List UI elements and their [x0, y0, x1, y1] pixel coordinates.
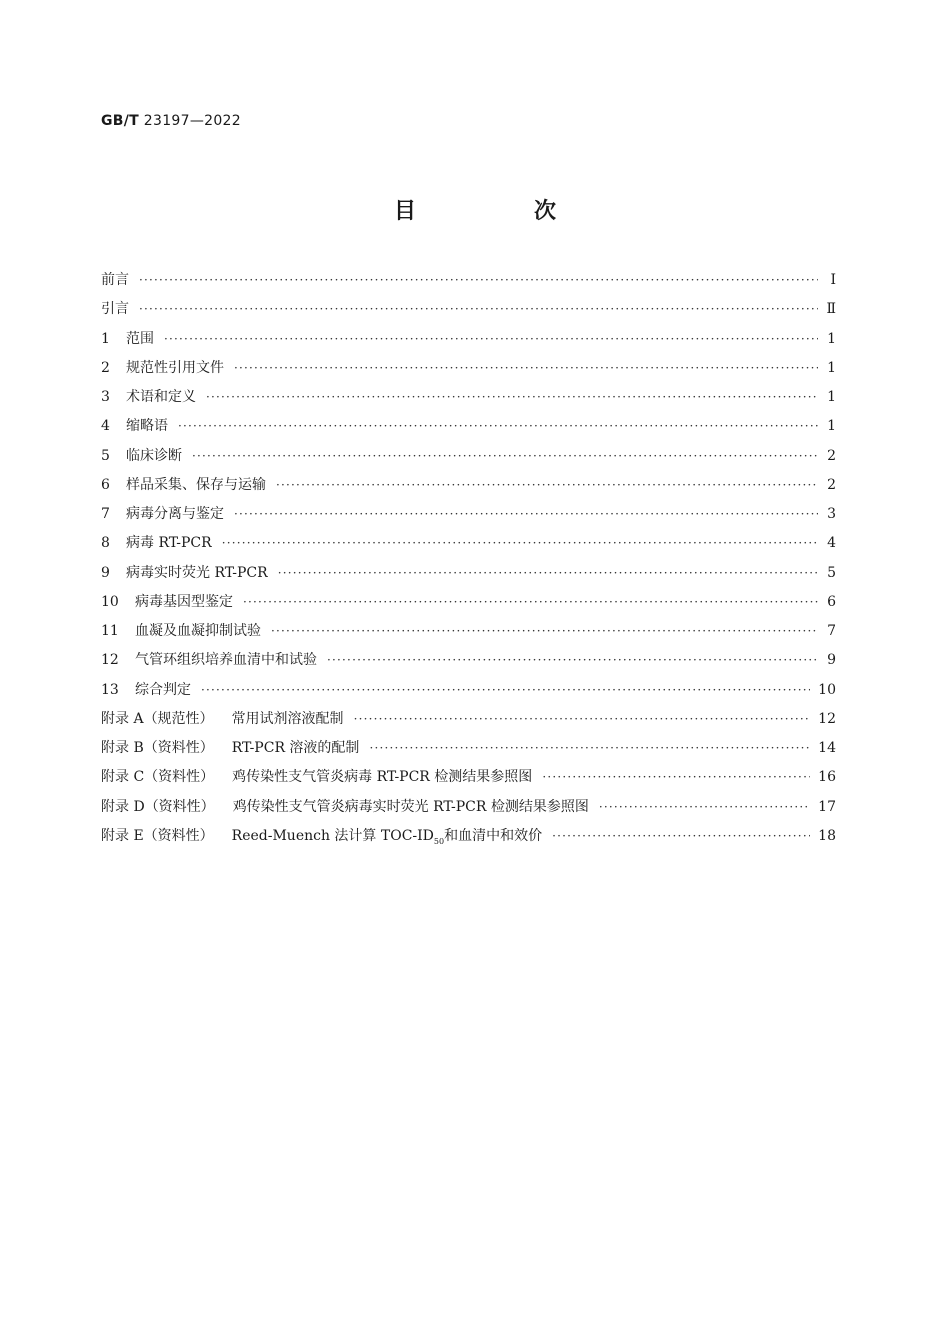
- dot-leader: [276, 478, 818, 492]
- dot-leader: [271, 624, 818, 638]
- toc-label: [232, 825, 542, 846]
- toc-page-number: 6: [827, 593, 836, 610]
- toc-number: 13: [101, 681, 119, 698]
- toc-label: 综合判定: [135, 681, 191, 698]
- toc-label: 气管环组织培养血清中和试验: [135, 652, 317, 669]
- toc-page-number: 1: [827, 330, 836, 347]
- toc-page-number: 17: [818, 798, 836, 815]
- toc-number: 4: [101, 418, 110, 435]
- toc-page-number: 10: [818, 681, 836, 698]
- toc-entry-annex-e[interactable]: [101, 825, 836, 854]
- toc-entry-introduction[interactable]: [101, 298, 836, 327]
- toc-label: 常用试剂溶液配制: [231, 710, 344, 727]
- toc-label: 病毒基因型鉴定: [135, 593, 233, 610]
- toc-entry-13[interactable]: [101, 679, 836, 708]
- toc-entry-1[interactable]: [101, 328, 836, 357]
- toc-number: 9: [101, 564, 110, 581]
- toc-page-number: 14: [818, 740, 836, 756]
- toc-annex-type: （资料性）: [144, 769, 215, 786]
- dot-leader: [327, 653, 818, 667]
- toc-label-subscript: 50: [433, 836, 445, 846]
- toc-page-number: 7: [827, 623, 836, 639]
- toc-number: 2: [101, 359, 110, 376]
- dot-leader: [369, 741, 810, 755]
- toc-annex-type: （资料性）: [143, 827, 214, 844]
- toc-annex-number: 附录 B: [101, 740, 144, 756]
- toc-entry-6[interactable]: [101, 474, 836, 503]
- dot-leader: [201, 683, 810, 697]
- toc-number: 6: [101, 476, 110, 493]
- dot-leader: [192, 449, 818, 463]
- dot-leader: [354, 712, 811, 726]
- toc-label: 血凝及血凝抑制试验: [135, 623, 261, 639]
- toc-page-number: 9: [827, 652, 836, 669]
- toc-number: 10: [101, 593, 119, 610]
- toc-page-number: 2: [827, 447, 836, 464]
- toc-label: RT-PCR 溶液的配制: [231, 740, 360, 756]
- toc-label: 规范性引用文件: [126, 359, 224, 376]
- dot-leader: [599, 800, 810, 814]
- toc-label: 病毒分离与鉴定: [126, 506, 224, 522]
- toc-entry-9[interactable]: [101, 562, 836, 591]
- toc-page-number: 12: [818, 710, 836, 727]
- dot-leader: [552, 829, 810, 843]
- standard-code: [101, 113, 241, 129]
- toc-page-number: 1: [827, 418, 836, 435]
- toc-entry-foreword[interactable]: [101, 269, 836, 298]
- dot-leader: [542, 770, 810, 784]
- toc-entry-2[interactable]: [101, 357, 836, 386]
- toc-number: 8: [101, 535, 110, 552]
- toc-entry-4[interactable]: [101, 415, 836, 444]
- toc-label: 鸡传染性支气管炎病毒实时荧光 RT-PCR 检测结果参照图: [232, 798, 589, 815]
- page-title: 目 次: [393, 199, 604, 224]
- toc-page-number: 1: [827, 359, 836, 376]
- toc-page-number: 16: [818, 769, 836, 786]
- toc-page-number: 5: [827, 564, 836, 581]
- toc-entry-annex-d[interactable]: [101, 796, 836, 825]
- toc-page-number: 1: [827, 389, 836, 405]
- toc-page-number: 2: [827, 476, 836, 493]
- dot-leader: [234, 361, 818, 375]
- dot-leader: [139, 302, 818, 316]
- toc-label: 病毒实时荧光 RT-PCR: [126, 564, 268, 581]
- dot-leader: [164, 332, 818, 346]
- toc-number: 12: [101, 652, 119, 669]
- toc-label: 鸡传染性支气管炎病毒 RT-PCR 检测结果参照图: [232, 769, 533, 786]
- dot-leader: [222, 536, 818, 550]
- toc-label: 样品采集、保存与运输: [126, 476, 266, 493]
- toc-annex-type: （规范性）: [143, 710, 214, 727]
- toc-entry-annex-b[interactable]: [101, 737, 836, 766]
- standard-number: 23197—2022: [143, 113, 241, 129]
- dot-leader: [178, 419, 818, 433]
- toc-label: 缩略语: [126, 418, 168, 435]
- toc-entry-7[interactable]: [101, 503, 836, 532]
- toc-label-pre: Reed-Muench 法计算 TOC-ID: [231, 827, 434, 844]
- toc-entry-annex-a[interactable]: [101, 708, 836, 737]
- toc-annex-type: （资料性）: [143, 740, 214, 756]
- toc-page-number: Ⅰ: [830, 272, 836, 288]
- toc-annex-number: 附录 C: [101, 769, 145, 786]
- toc-page-number: 3: [827, 506, 836, 522]
- toc-entry-11[interactable]: [101, 620, 836, 649]
- table-of-contents: [101, 269, 836, 854]
- toc-annex-number: 附录 E: [101, 827, 144, 844]
- toc-page-number: Ⅱ: [826, 301, 836, 318]
- toc-label: 前言: [101, 272, 129, 288]
- toc-label: 病毒 RT-PCR: [126, 535, 212, 552]
- toc-entry-3[interactable]: [101, 386, 836, 415]
- toc-number: 3: [101, 389, 110, 405]
- standard-prefix: GB/T: [101, 113, 140, 129]
- toc-entry-annex-c[interactable]: [101, 766, 836, 795]
- toc-number: 11: [101, 623, 119, 639]
- toc-label: 临床诊断: [126, 447, 182, 464]
- toc-entry-8[interactable]: [101, 532, 836, 561]
- dot-leader: [234, 507, 818, 521]
- toc-label-post: 和血清中和效价: [444, 827, 543, 844]
- toc-number: 7: [101, 506, 110, 522]
- toc-entry-12[interactable]: [101, 649, 836, 678]
- toc-annex-type: （资料性）: [144, 798, 215, 815]
- dot-leader: [206, 390, 818, 404]
- toc-label: 引言: [101, 301, 129, 318]
- toc-annex-number: 附录 A: [101, 710, 144, 727]
- toc-entry-10[interactable]: [101, 591, 836, 620]
- toc-number: 5: [101, 447, 110, 464]
- toc-label: 范围: [126, 330, 154, 347]
- toc-label: 术语和定义: [126, 389, 196, 405]
- toc-page-number: 4: [827, 535, 836, 552]
- toc-entry-5[interactable]: [101, 445, 836, 474]
- dot-leader: [139, 273, 818, 287]
- dot-leader: [278, 566, 818, 580]
- toc-number: 1: [101, 330, 110, 347]
- toc-annex-number: 附录 D: [101, 798, 145, 815]
- toc-page-number: 18: [818, 827, 836, 844]
- dot-leader: [243, 595, 818, 609]
